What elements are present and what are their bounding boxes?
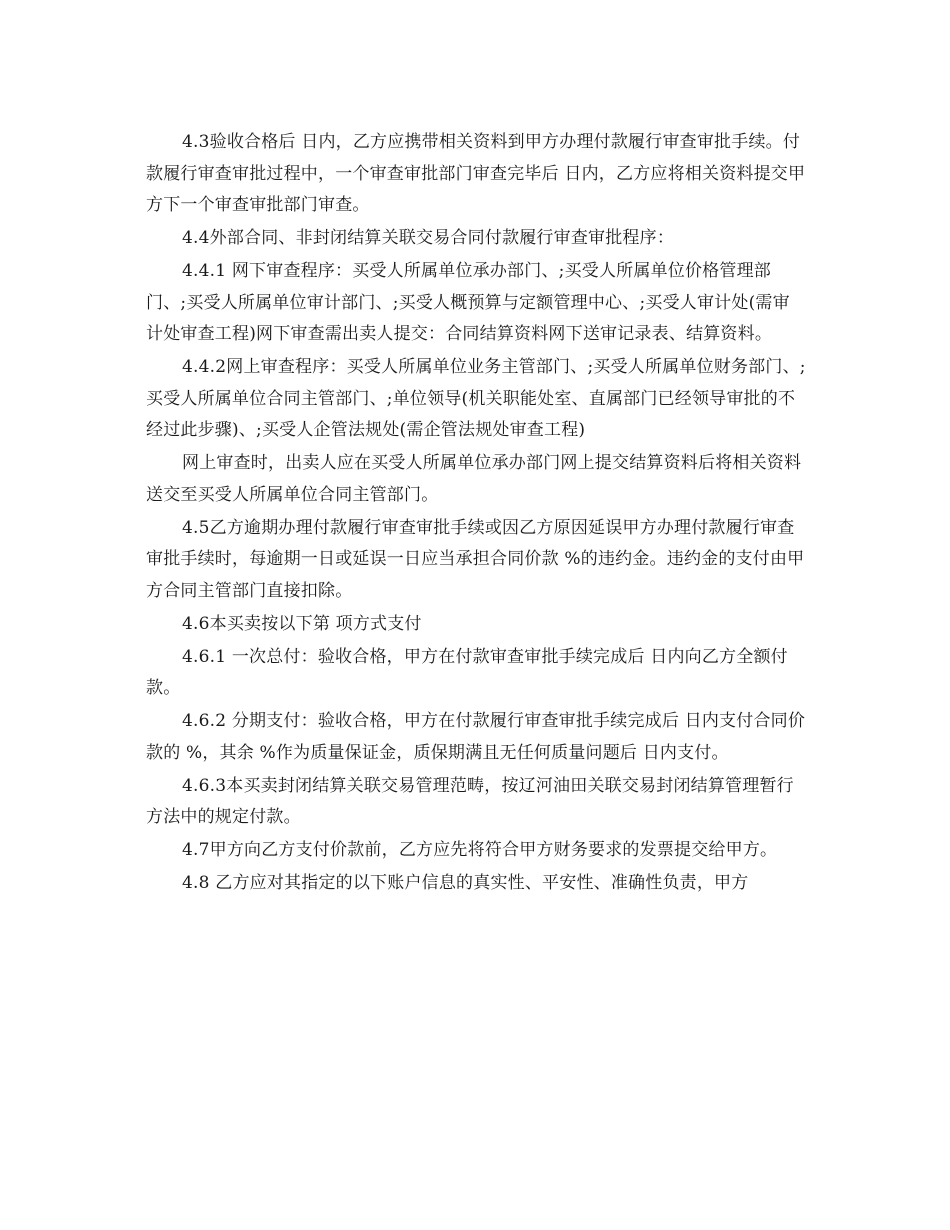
paragraph-4-3: 4.3验收合格后 日内，乙方应携带相关资料到甲方办理付款履行审查审批手续。付款履行审查审批过程中，一个审查审批部门审查完毕后 日内，乙方应将相关资料提交甲方下一个审查审批部门审查。 xyxy=(146,132,806,215)
paragraph-4-6-1: 4.6.1 一次总付：验收合格，甲方在付款审查审批手续完成后 日内向乙方全额付款。 xyxy=(146,646,788,698)
document-body xyxy=(146,127,806,901)
paragraph-4-7: 4.7甲方向乙方支付价款前，乙方应先将符合甲方财务要求的发票提交给甲方。 xyxy=(182,840,778,860)
paragraph-4-4-2: 4.4.2网上审查程序：买受人所属单位业务主管部门、;买受人所属单位财务部门、;买受人所属单位合同主管部门、;单位领导(机关职能处室、直属部门已经领导审批的不经过此步骤)、;买受人企管法规处(需企管法规处审查工程) xyxy=(146,357,806,440)
paragraph-4-4: 4.4外部合同、非封闭结算关联交易合同付款履行审查审批程序： xyxy=(182,228,675,248)
paragraph-4-6-3: 4.6.3本买卖封闭结算关联交易管理范畴，按辽河油田关联交易封闭结算管理暂行方法中的规定付款。 xyxy=(146,775,794,827)
paragraph-4-8: 4.8 乙方应对其指定的以下账户信息的真实性、平安性、准确性负责，甲方 xyxy=(182,873,749,893)
paragraph-4-6-2: 4.6.2 分期支付：验收合格，甲方在付款履行审查审批手续完成后 日内支付合同价款的 %，其余 %作为质量保证金，质保期满且无任何质量问题后 日内支付。 xyxy=(146,711,806,763)
paragraph-4-4-1: 4.4.1 网下审查程序：买受人所属单位承办部门、;买受人所属单位价格管理部门、;买受人所属单位审计部门、;买受人概预算与定额管理中心、;买受人审计处(需审计处审查工程)网下审查需出卖人提交：合同结算资料网下送审记录表、结算资料。 xyxy=(146,261,790,344)
paragraph-4-6: 4.6本买卖按以下第 项方式支付 xyxy=(182,613,422,634)
paragraph-online-review: 网上审查时，出卖人应在买受人所属单位承办部门网上提交结算资料后将相关资料送交至买受人所属单位合同主管部门。 xyxy=(146,453,802,505)
paragraph-4-5: 4.5乙方逾期办理付款履行审查审批手续或因乙方原因延误甲方办理付款履行审查审批手续时，每逾期一日或延误一日应当承担合同价款 %的违约金。违约金的支付由甲方合同主管部门直接扣除。 xyxy=(146,517,805,601)
